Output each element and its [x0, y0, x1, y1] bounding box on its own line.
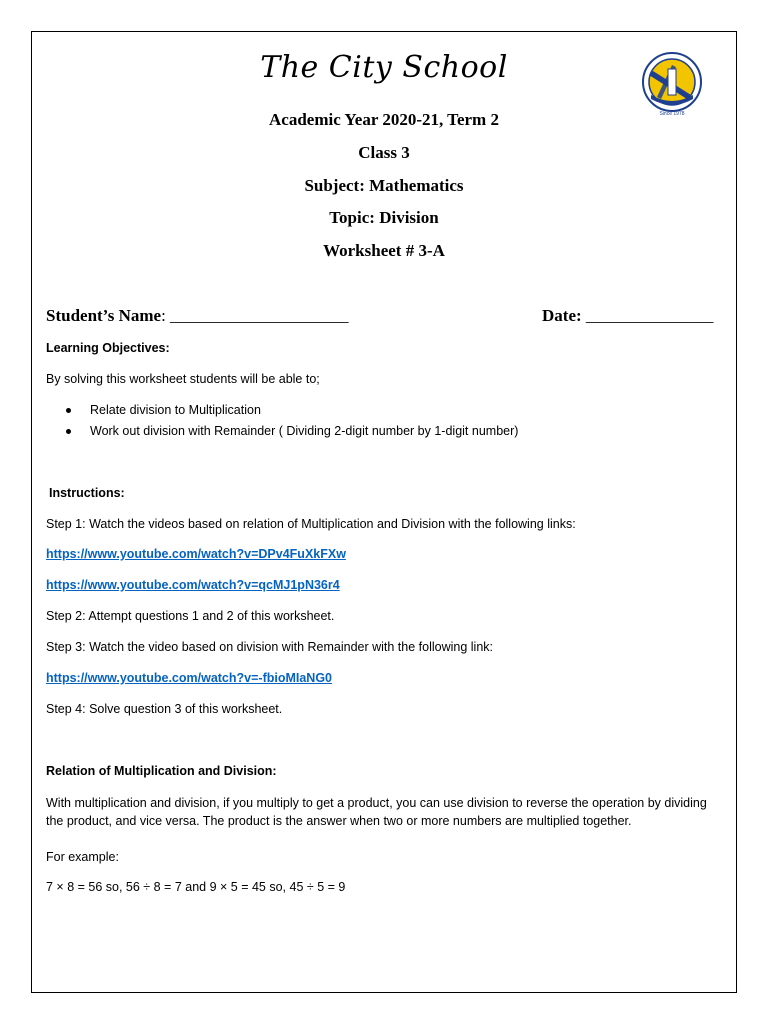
date-field[interactable] [542, 306, 713, 326]
video-link-3[interactable]: https://www.youtube.com/watch?v=-fbioMIaNG0 [46, 671, 333, 685]
date-label: Date: [542, 306, 582, 325]
video-link-1[interactable]: https://www.youtube.com/watch?v=DPv4FuXkFXw [46, 547, 346, 561]
example-equation: 7 × 8 = 56 so, 56 ÷ 8 = 7 and 9 × 5 = 45 so, 45 ÷ 5 = 9 [46, 880, 346, 894]
student-name-blank[interactable]: : _____________________ [161, 306, 349, 325]
example-label: For example: [46, 850, 119, 864]
bullet-icon [66, 429, 71, 434]
relation-paragraph: With multiplication and division, if you multiply to get a product, you can use division to reverse the operation by dividing the product, and vice versa. The product is the answer when two or more numbers are multiplied together. [46, 796, 707, 828]
school-name: The City School [260, 50, 508, 85]
step-2: Step 2: Attempt questions 1 and 2 of this worksheet. [46, 609, 335, 623]
bullet-icon [66, 408, 71, 413]
school-crest-icon [641, 51, 703, 117]
academic-year: Academic Year 2020-21, Term 2 [269, 110, 499, 129]
objective-item: Relate division to Multiplication [90, 403, 261, 417]
video-link-2[interactable]: https://www.youtube.com/watch?v=qcMJ1pN36r4 [46, 578, 340, 592]
step-1: Step 1: Watch the videos based on relation of Multiplication and Division with the following links: [46, 517, 576, 531]
subject-label: Subject: Mathematics [304, 176, 464, 195]
school-logo [641, 51, 703, 117]
objectives-intro: By solving this worksheet students will be able to; [46, 372, 320, 386]
objective-item: Work out division with Remainder ( Dividing 2-digit number by 1-digit number) [90, 424, 519, 438]
instructions-heading: Instructions: [49, 486, 125, 500]
student-name-field[interactable] [46, 306, 349, 326]
topic-label: Topic: Division [329, 208, 439, 227]
step-3: Step 3: Watch the video based on division with Remainder with the following link: [46, 640, 493, 654]
class-label: Class 3 [358, 143, 410, 162]
relation-heading: Relation of Multiplication and Division: [46, 764, 277, 778]
worksheet-label: Worksheet # 3-A [323, 241, 445, 260]
svg-text:Since 1978: Since 1978 [659, 111, 685, 117]
step-4: Step 4: Solve question 3 of this worksheet. [46, 702, 283, 716]
objectives-heading: Learning Objectives: [46, 341, 170, 355]
date-blank[interactable]: _______________ [581, 306, 714, 325]
student-name-label: Student’s Name [46, 306, 162, 325]
